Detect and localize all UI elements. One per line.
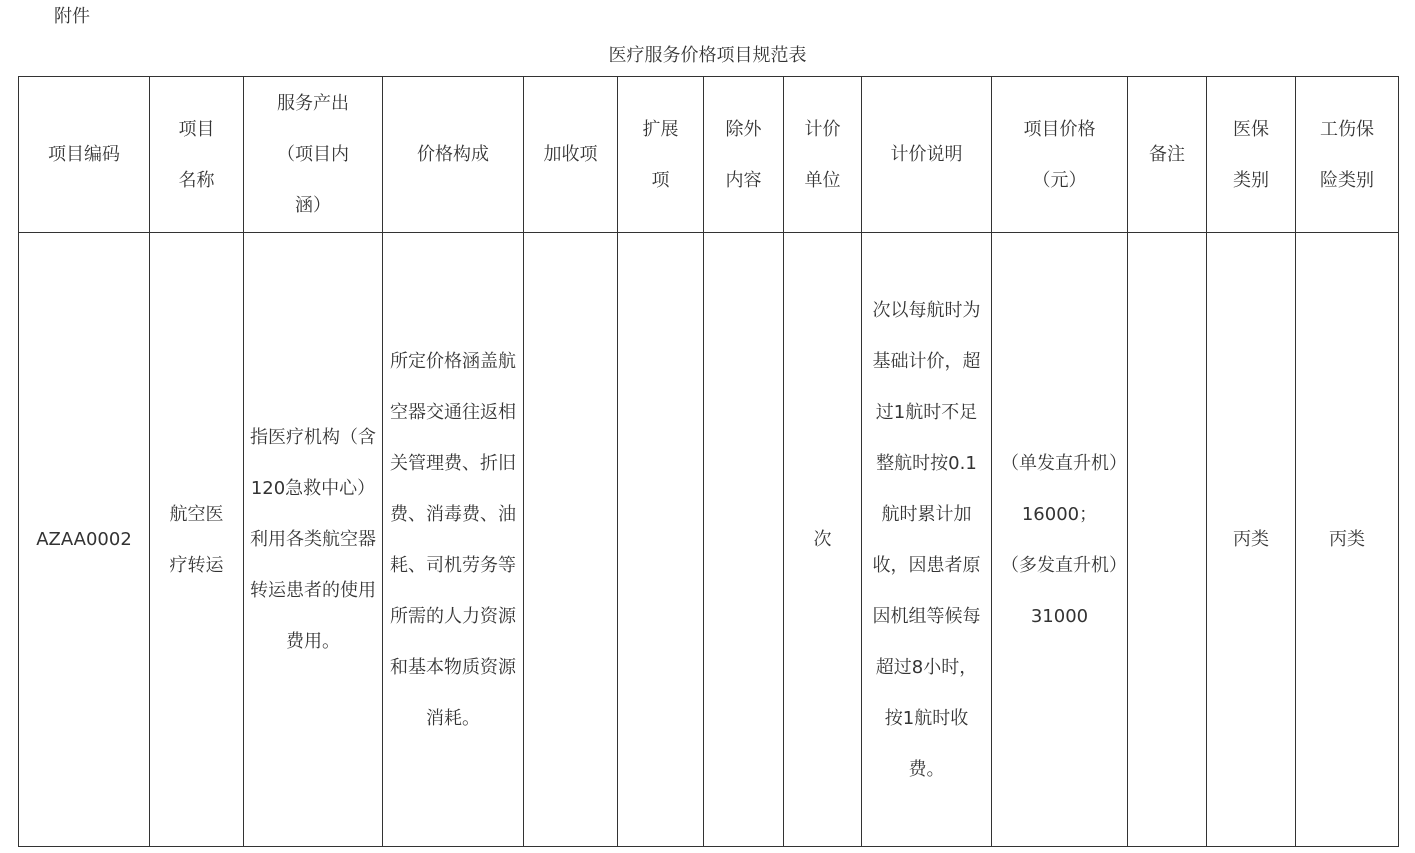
header-surcharge: 加收项 [524,77,618,233]
header-name: 项目名称 [150,77,244,233]
cell-insurance: 丙类 [1207,233,1296,847]
table-row [19,233,1399,847]
cell-unit: 次 [784,233,862,847]
header-code: 项目编码 [19,77,150,233]
pricing-spec-table [18,76,1399,847]
cell-extension [618,233,704,847]
cell-price [992,233,1128,847]
header-injury-insurance: 工伤保险类别 [1296,77,1399,233]
header-pricing-note: 计价说明 [862,77,992,233]
header-remark: 备注 [1128,77,1207,233]
header-unit: 计价单位 [784,77,862,233]
cell-name: 航空医疗转运 [150,233,244,847]
header-extension: 扩展项 [618,77,704,233]
header-insurance: 医保类别 [1207,77,1296,233]
header-exclusion: 除外内容 [704,77,784,233]
document-title: 医疗服务价格项目规范表 [608,45,807,66]
cell-code: AZAA0002 [19,233,150,847]
price-multi-engine: （多发直升机）31000 [1001,554,1118,627]
header-price-composition: 价格构成 [383,77,524,233]
cell-price-composition: 所定价格涵盖航空器交通往返相关管理费、折旧费、消毒费、油耗、司机劳务等所需的人力资源和基本物质资源消耗。 [383,233,524,847]
price-single-engine: （单发直升机）16000； [1001,452,1118,525]
cell-exclusion [704,233,784,847]
header-price: 项目价格（元） [992,77,1128,233]
cell-pricing-note: 次以每航时为基础计价，超过1航时不足整航时按0.1航时累计加收，因患者原因机组等候每超过8小时，按1航时收费。 [862,233,992,847]
cell-remark [1128,233,1207,847]
attachment-label: 附件 [54,6,90,27]
table-header-row [19,77,1399,233]
cell-service-output: 指医疗机构（含120急救中心）利用各类航空器转运患者的使用费用。 [244,233,383,847]
cell-surcharge [524,233,618,847]
header-service-output: 服务产出（项目内涵） [244,77,383,233]
cell-injury-insurance: 丙类 [1296,233,1399,847]
